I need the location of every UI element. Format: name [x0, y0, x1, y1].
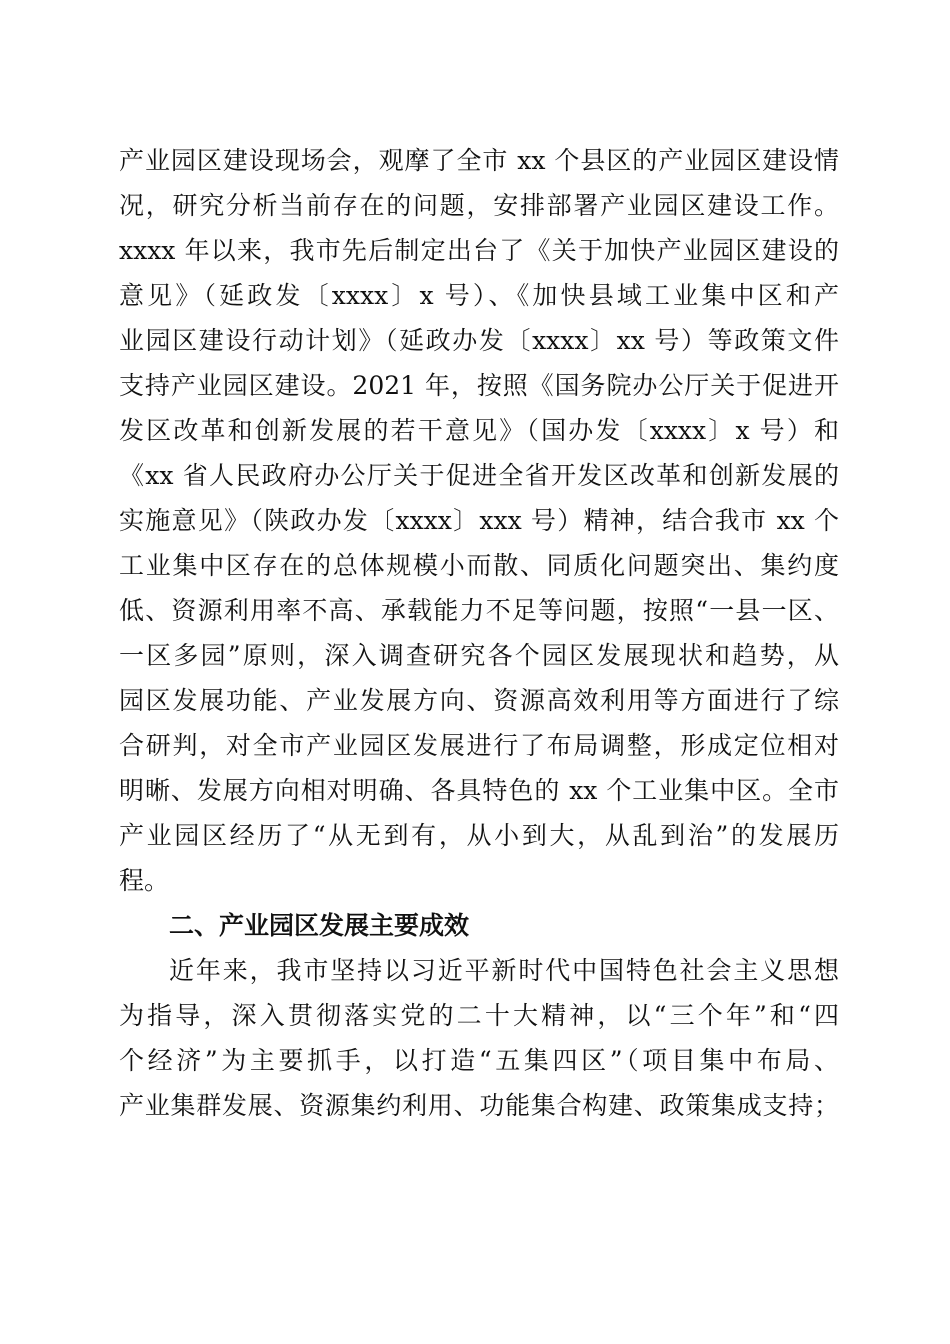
paragraph-1-line-4: 意见》（延政发〔xxxx〕x 号）、《加快县域工业集中区和产 — [119, 281, 839, 310]
paragraph-2-line-3: 个经济”为主要抓手，以打造“五集四区”（项目集中布局、 — [119, 1046, 839, 1075]
section-heading: 二、产业园区发展主要成效 — [169, 911, 470, 940]
paragraph-1-line-1: 产业园区建设现场会，观摩了全市 xx 个县区的产业园区建设情 — [119, 146, 839, 175]
paragraph-2-line-2: 为指导，深入贯彻落实党的二十大精神，以“三个年”和“四 — [119, 1001, 839, 1030]
paragraph-2-line-1: 近年来，我市坚持以习近平新时代中国特色社会主义思想 — [169, 956, 839, 985]
paragraph-1-line-13: 园区发展功能、产业发展方向、资源高效利用等方面进行了综 — [119, 686, 839, 715]
paragraph-1-line-5: 业园区建设行动计划》（延政办发〔xxxx〕xx 号）等政策文件 — [119, 326, 839, 355]
paragraph-1-line-12: 一区多园”原则，深入调查研究各个园区发展现状和趋势，从 — [119, 641, 839, 670]
paragraph-1-line-8: 《xx 省人民政府办公厅关于促进全省开发区改革和创新发展的 — [119, 461, 839, 490]
paragraph-1-line-7: 发区改革和创新发展的若干意见》（国办发〔xxxx〕x 号）和 — [119, 416, 839, 445]
paragraph-1-line-17: 程。 — [119, 866, 170, 895]
paragraph-1-line-2: 况，研究分析当前存在的问题，安排部署产业园区建设工作。 — [119, 191, 839, 220]
paragraph-1-line-11: 低、资源利用率不高、承载能力不足等问题，按照“一县一区、 — [119, 596, 839, 625]
paragraph-1-line-14: 合研判，对全市产业园区发展进行了布局调整，形成定位相对 — [119, 731, 839, 760]
paragraph-2-line-4: 产业集群发展、资源集约利用、功能集合构建、政策集成支持； — [119, 1091, 839, 1120]
paragraph-1-line-10: 工业集中区存在的总体规模小而散、同质化问题突出、集约度 — [119, 551, 839, 580]
paragraph-1-line-9: 实施意见》（陕政办发〔xxxx〕xxx 号）精神，结合我市 xx 个 — [119, 506, 839, 535]
paragraph-1-line-16: 产业园区经历了“从无到有，从小到大，从乱到治”的发展历 — [119, 821, 839, 850]
paragraph-1-line-6: 支持产业园区建设。2021 年，按照《国务院办公厅关于促进开 — [119, 371, 839, 400]
paragraph-1-line-15: 明晰、发展方向相对明确、各具特色的 xx 个工业集中区。全市 — [119, 776, 839, 805]
paragraph-1-line-3: xxxx 年以来，我市先后制定出台了《关于加快产业园区建设的 — [119, 236, 839, 265]
